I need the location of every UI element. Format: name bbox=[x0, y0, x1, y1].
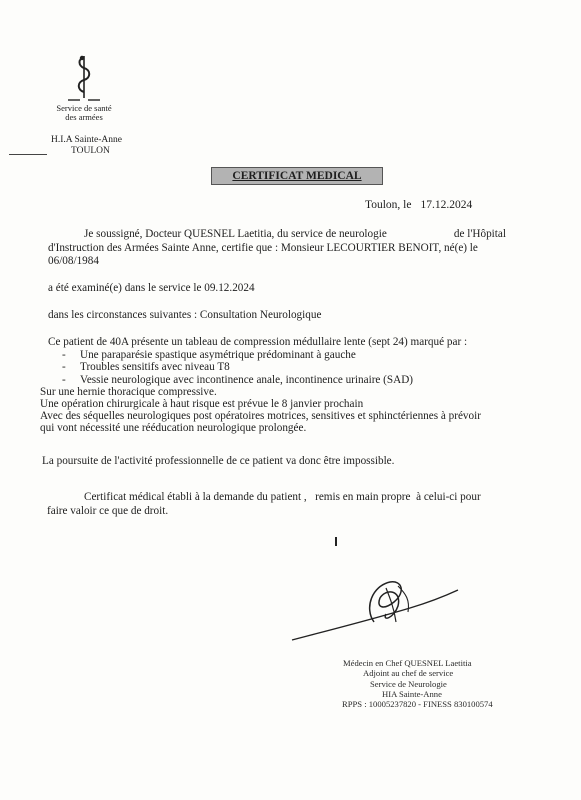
paragraph-line: Avec des séquelles neurologiques post opératoires motrices, sensitives et sphinctériennes à prévoir bbox=[40, 410, 481, 422]
exam-line: a été examiné(e) dans le service le 09.12.2024 bbox=[48, 282, 255, 294]
circumstances-line: dans les circonstances suivantes : Consultation Neurologique bbox=[48, 309, 322, 321]
stamp-line: RPPS : 10005237820 - FINESS 830100574 bbox=[342, 699, 493, 709]
document-title bbox=[211, 167, 383, 185]
birth-date: 06/08/1984 bbox=[48, 255, 99, 267]
closing-line: faire valoir ce que de droit. bbox=[47, 505, 169, 517]
caduceus-icon bbox=[64, 52, 104, 102]
paragraph-line: Une opération chirurgicale à haut risque est prévue le 8 janvier prochain bbox=[40, 398, 364, 410]
list-item: - Vessie neurologique avec incontinence anale, incontinence urinaire (SAD) bbox=[62, 374, 414, 386]
stamp-line: Médecin en Chef QUESNEL Laetitia bbox=[343, 658, 472, 668]
paragraph-line: qui vont nécessité une rééducation neurologique prolongée. bbox=[40, 422, 307, 434]
list-item: - Une paraparésie spastique asymétrique prédominant à gauche bbox=[62, 349, 356, 361]
paragraph-line: d'Instruction des Armées Sainte Anne, certifie que : Monsieur LECOURTIER BENOIT, né(e) le bbox=[48, 242, 478, 254]
stray-mark bbox=[335, 537, 337, 546]
stamp-line: Adjoint au chef de service bbox=[363, 668, 454, 678]
stamp-line: Service de Neurologie bbox=[370, 679, 447, 689]
conclusion-line: La poursuite de l'activité professionnelle de ce patient va donc être impossible. bbox=[42, 455, 395, 467]
org-name-line2: des armées bbox=[65, 112, 103, 122]
hospital-name: H.I.A Sainte-Anne bbox=[51, 135, 122, 145]
hospital-city: TOULON bbox=[71, 146, 110, 156]
signature-image bbox=[290, 578, 460, 644]
stamp-line: HIA Sainte-Anne bbox=[382, 689, 442, 699]
place-label: Toulon, le bbox=[365, 199, 412, 211]
date-value: 17.12.2024 bbox=[420, 199, 473, 211]
header-rule bbox=[9, 154, 47, 155]
list-item-text: Une paraparésie spastique asymétrique prédominant à gauche bbox=[80, 349, 356, 361]
org-name-line1: Service de santé bbox=[56, 103, 112, 113]
paragraph-line: Je soussigné, Docteur QUESNEL Laetitia, du service de neurologie de l'Hôpital bbox=[84, 228, 506, 240]
clinical-intro: Ce patient de 40A présente un tableau de compression médullaire lente (sept 24) marqué par : bbox=[48, 336, 468, 348]
place-date bbox=[365, 199, 472, 211]
paragraph-line: Sur une hernie thoracique compressive. bbox=[40, 386, 217, 398]
document-title-text: CERTIFICAT MEDICAL bbox=[232, 170, 362, 182]
closing-line: Certificat médical établi à la demande du patient , remis en main propre à celui-ci pour bbox=[84, 491, 481, 503]
list-item-text: Troubles sensitifs avec niveau T8 bbox=[80, 361, 230, 373]
list-item-text: Vessie neurologique avec incontinence anale, incontinence urinaire (SAD) bbox=[80, 374, 414, 386]
list-item: - Troubles sensitifs avec niveau T8 bbox=[62, 361, 230, 373]
